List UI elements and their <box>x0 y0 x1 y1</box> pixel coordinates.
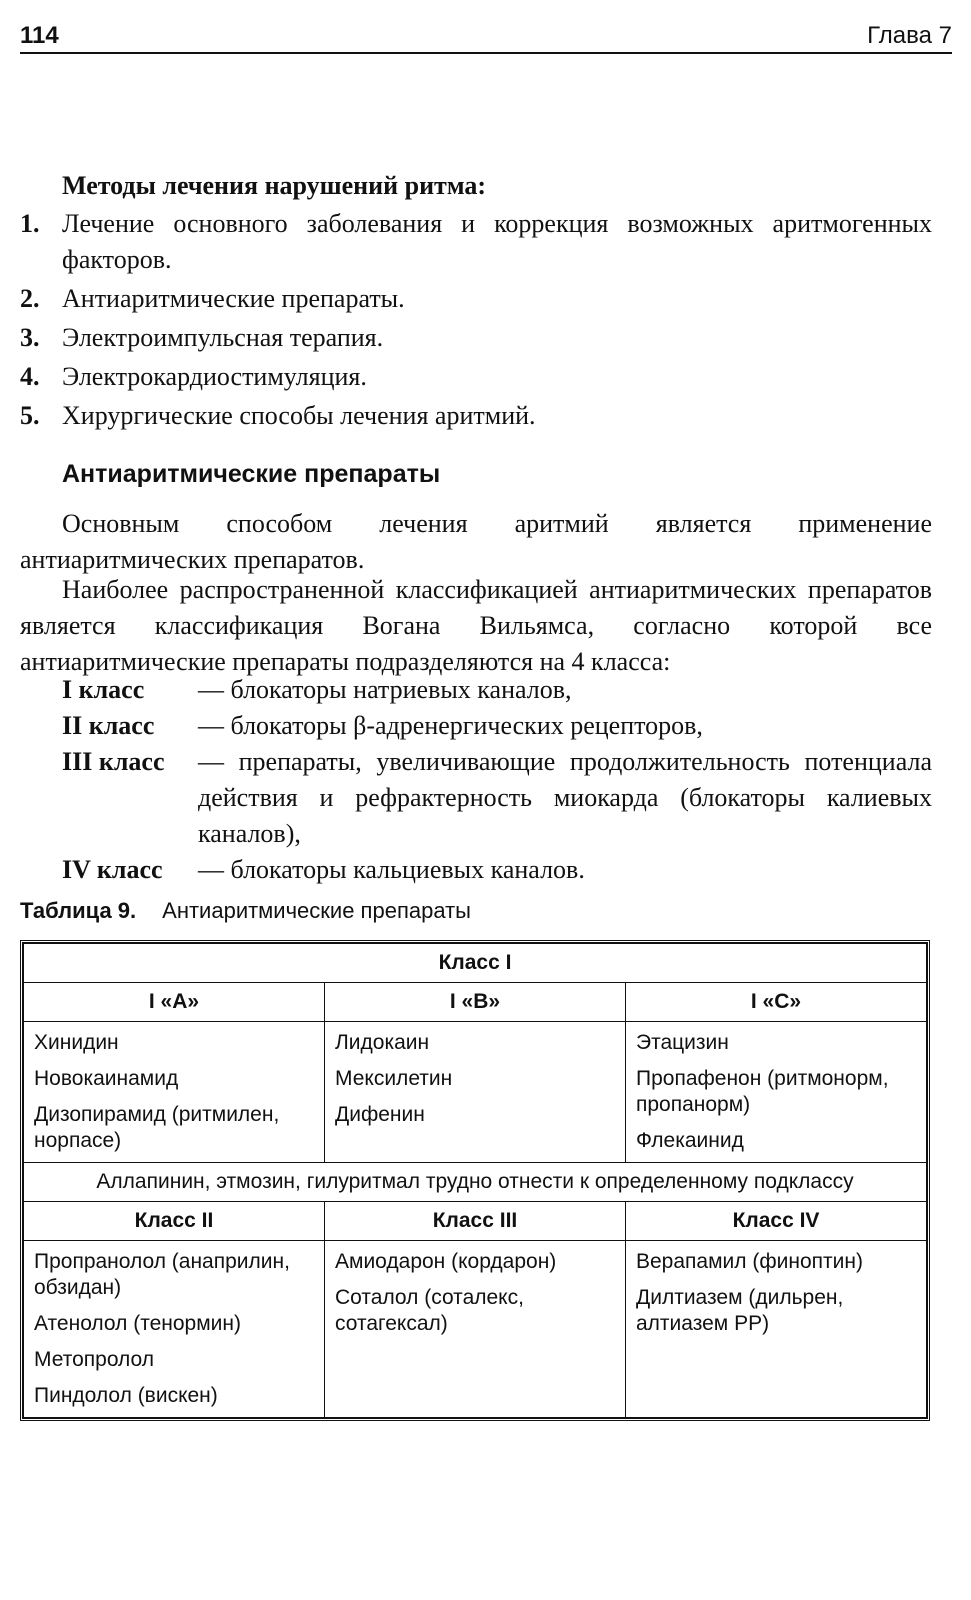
class4-header: Класс IV <box>626 1202 927 1241</box>
list-item <box>20 320 932 356</box>
drug-name: Верапамил (финоптин) <box>636 1250 863 1273</box>
methods-list <box>20 206 932 437</box>
class-row <box>62 744 932 852</box>
class-name: I класс <box>62 675 145 704</box>
class3-cell <box>325 1241 626 1418</box>
subclass-a-cell <box>24 1022 325 1163</box>
class2-header: Класс II <box>24 1202 325 1241</box>
subclass-c-cell <box>626 1022 927 1163</box>
table-row <box>24 944 927 983</box>
class-row <box>62 852 932 888</box>
list-item <box>20 398 932 434</box>
drug-name: Хинидин <box>34 1031 119 1054</box>
table-note: Аллапинин, этмозин, гилуритмал трудно отнести к определенному подклассу <box>24 1163 927 1202</box>
class-name: III класс <box>62 747 165 776</box>
class-row <box>62 708 932 744</box>
table-row <box>24 983 927 1022</box>
drug-name: Дизопирамид (ритмилен, норпасе) <box>34 1103 280 1152</box>
list-number: 2. <box>20 284 40 313</box>
list-text: Лечение основного заболевания и коррекция возможных аритмогенных факторов. <box>62 209 932 274</box>
list-text: Электрокардиостимуляция. <box>62 362 367 391</box>
class-description: — препараты, увеличивающие продолжительность потенциала действия и рефрактерность миокарда (блокаторы калиевых каналов), <box>198 747 932 848</box>
page-number: 114 <box>20 22 59 49</box>
drug-name: Дифенин <box>335 1103 425 1126</box>
list-text: Хирургические способы лечения аритмий. <box>62 401 536 430</box>
list-number: 3. <box>20 323 40 352</box>
class-list <box>62 672 932 888</box>
drug-name: Мексилетин <box>335 1067 453 1090</box>
class-name: II класс <box>62 711 155 740</box>
class-description: — блокаторы β-адренергических рецепторов, <box>198 711 703 740</box>
list-item <box>20 281 932 317</box>
drug-name: Пропранолол (анаприлин, обзидан) <box>34 1250 290 1299</box>
list-item <box>20 359 932 395</box>
paragraph-1: Основным способом лечения аритмий является применение антиаритмических препаратов. <box>20 509 932 574</box>
table-row <box>24 1241 927 1418</box>
drug-table-frame <box>20 940 930 1421</box>
drug-table <box>23 943 927 1418</box>
table-caption-label: Таблица 9. <box>20 898 137 923</box>
drug-name: Пиндолол (вискен) <box>34 1384 218 1407</box>
drug-name: Новокаинамид <box>34 1067 179 1090</box>
drug-name: Амиодарон (кордарон) <box>335 1250 557 1273</box>
table-row <box>24 1022 927 1163</box>
drug-name: Лидокаин <box>335 1031 430 1054</box>
table-caption <box>20 898 471 924</box>
class2-cell <box>24 1241 325 1418</box>
drug-name: Метопролол <box>34 1348 155 1371</box>
class-description: — блокаторы натриевых каналов, <box>198 675 572 704</box>
drug-name: Этацизин <box>636 1031 729 1054</box>
list-text: Антиаритмические препараты. <box>62 284 405 313</box>
drug-name: Атенолол (тенормин) <box>34 1312 241 1335</box>
drug-name: Дилтиазем (дильрен, алтиазем PP) <box>636 1286 844 1335</box>
list-number: 5. <box>20 401 40 430</box>
list-number: 4. <box>20 362 40 391</box>
subclass-b-header: I «B» <box>325 983 626 1022</box>
list-item <box>20 206 932 278</box>
section-heading: Антиаритмические препараты <box>62 460 441 488</box>
class-name: IV класс <box>62 855 163 884</box>
methods-title: Методы лечения нарушений ритма: <box>62 171 487 200</box>
subclass-b-cell <box>325 1022 626 1163</box>
running-header <box>20 18 952 54</box>
class3-header: Класс III <box>325 1202 626 1241</box>
class-row <box>62 672 932 708</box>
chapter-label: Глава 7 <box>867 22 952 49</box>
table-caption-text: Антиаритмические препараты <box>162 898 471 923</box>
class-description: — блокаторы кальциевых каналов. <box>198 855 585 884</box>
drug-name: Соталол (соталекс, сотагексал) <box>335 1286 524 1335</box>
table-row <box>24 1163 927 1202</box>
paragraph-2: Наиболее распространенной классификацией антиаритмических препаратов является классификация Вогана Вильямса, согласно которой все антиаритмические препараты подразделяются на 4 класса: <box>20 575 932 676</box>
subclass-c-header: I «C» <box>626 983 927 1022</box>
class4-cell <box>626 1241 927 1418</box>
list-text: Электроимпульсная терапия. <box>62 323 384 352</box>
table-row <box>24 1202 927 1241</box>
drug-name: Пропафенон (ритмонорм, пропанорм) <box>636 1067 889 1116</box>
subclass-a-header: I «A» <box>24 983 325 1022</box>
list-number: 1. <box>20 209 40 238</box>
drug-name: Флекаинид <box>636 1129 744 1152</box>
class1-header: Класс I <box>24 944 927 983</box>
